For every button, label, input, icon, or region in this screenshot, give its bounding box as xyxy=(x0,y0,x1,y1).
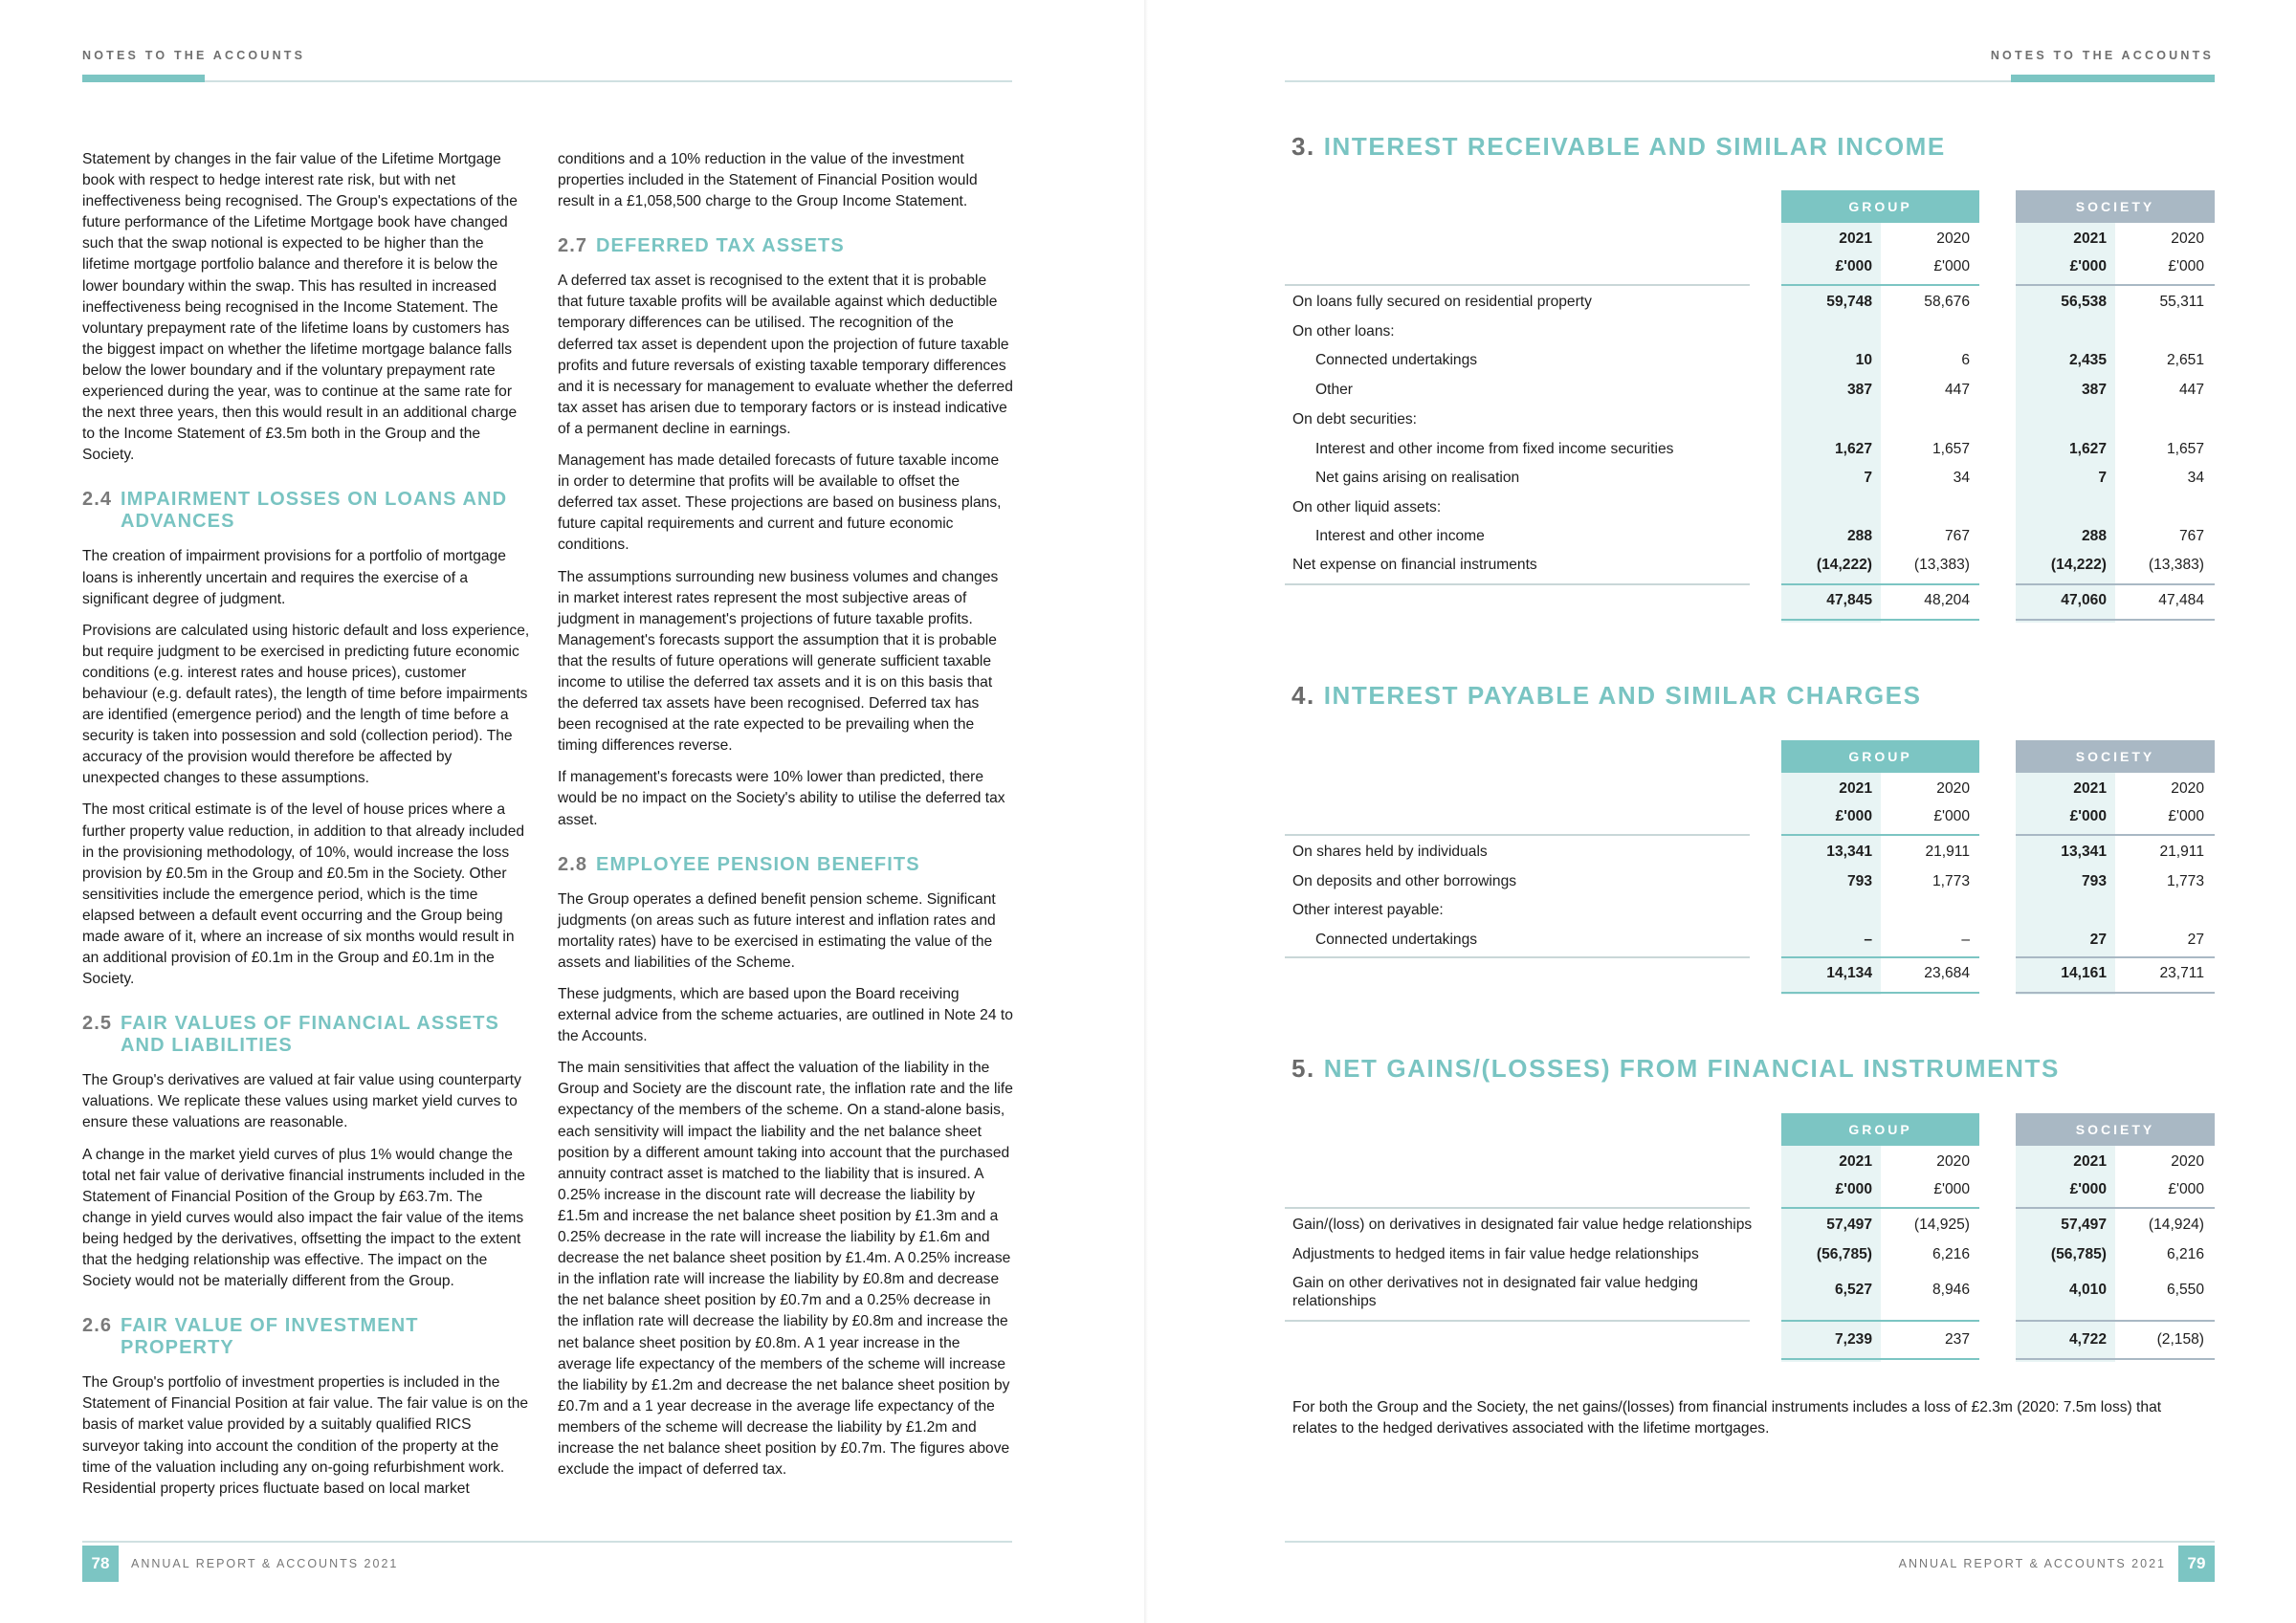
table-rule xyxy=(2016,284,2215,286)
table-row: On other loans: xyxy=(1292,323,1395,340)
footer-title-right: ANNUAL REPORT & ACCOUNTS 2021 xyxy=(1898,1557,2166,1570)
table-row: Net expense on financial instruments (14,222) (13,383) (14,222) (13,383) xyxy=(1292,557,2204,573)
table-row: On debt securities: xyxy=(1292,411,1418,428)
table-row: On deposits and other borrowings 793 1,773 793 1,773 xyxy=(1292,873,2204,889)
society-header: SOCIETY xyxy=(2016,190,2215,223)
group-header: GROUP xyxy=(1781,1113,1979,1146)
society-header: SOCIETY xyxy=(2016,740,2215,773)
paragraph: Provisions are calculated using historic default and loss experience, but require judgment to be exercised in predicting future economic conditions (e.g. interest rates and house prices), customer behaviour (e.g. default rates), the length of time before impairments are identified (emergence period) and the length of time before a security is taken into possession and sold (collection period). The accuracy of the provision would therefore be affected by unexpected changes to these assumptions. xyxy=(82,622,530,787)
section-heading-2-4: 2.4 IMPAIRMENT LOSSES ON LOANS AND ADVANCES xyxy=(82,489,508,533)
section-heading-2-8: 2.8 EMPLOYEE PENSION BENEFITS xyxy=(558,853,920,875)
table-total-row: 47,845 48,204 47,060 47,484 xyxy=(1826,592,2204,608)
table-rule xyxy=(2016,583,2215,585)
table-rule xyxy=(1285,1207,1750,1209)
paragraph: Statement by changes in the fair value of the Lifetime Mortgage book with respect to hedge interest rate risk, but with net ineffectiveness being recognised. The Group's expectations of the future performance of the Lifetime Mortgage book have changed such that the swap notional is expected to be higher than the lifetime mortgage portfolio balance and therefore it is below the lower boundary within the swap. This has resulted in increased ineffectiveness being recognised in the Income Statement. The voluntary prepayment rate of the lifetime loans by customers has the biggest impact on whether the lifetime mortgage balance falls below the lower boundary and if the voluntary prepayment rate experienced during the year, was to continue at the same rate for the next three years, then this would result in an additional charge to the Income Statement of £3.5m both in the Group and the Society. xyxy=(82,151,518,464)
footer-rule-right xyxy=(1285,1541,2215,1543)
group-header: GROUP xyxy=(1781,740,1979,773)
table-row: Other interest payable: xyxy=(1292,902,1444,918)
paragraph: The most critical estimate is of the level of house prices where a further property value reduction, in addition to that already included in the provisioning methodology, of 10%, would increase the loss provision by £0.5m in the Group and £0.5m in the Society. Other sensitivities include the emergence period, which is the time elapsed between a default event occurring and the Group being made aware of it, where an increase of six months would result in an additional provision of £0.1m in the Group and £0.1m in the Society. xyxy=(82,801,525,988)
table-row: Connected undertakings – – 27 27 xyxy=(1315,932,2204,948)
unit-header-row: £'000 £'000 £'000 £'000 xyxy=(1835,258,2204,274)
table-rule xyxy=(1285,956,1750,958)
table-row: On other liquid assets: xyxy=(1292,499,1442,515)
year-header-row: 2021 2020 2021 2020 xyxy=(1839,230,2204,247)
table-total-row: 14,134 23,684 14,161 23,711 xyxy=(1826,965,2204,981)
table-rule xyxy=(2016,1320,2215,1322)
table-rule xyxy=(1781,992,1979,994)
section-heading-2-5: 2.5 FAIR VALUES OF FINANCIAL ASSETS AND LIABILITIES xyxy=(82,1013,499,1057)
unit-header-row: £'000 £'000 £'000 £'000 xyxy=(1835,1181,2204,1197)
table-net-gains xyxy=(1285,1113,2215,1362)
unit-header-row: £'000 £'000 £'000 £'000 xyxy=(1835,808,2204,824)
table-row: On loans fully secured on residential property 59,748 58,676 56,538 55,311 xyxy=(1292,294,2204,310)
table-rule xyxy=(1781,834,1979,836)
page-number: 78 xyxy=(82,1546,119,1582)
table-rule xyxy=(1285,583,1750,585)
table-row: On shares held by individuals 13,341 21,911 13,341 21,911 xyxy=(1292,844,2204,860)
table-row: Interest and other income from fixed income securities 1,627 1,657 1,627 1,657 xyxy=(1315,441,2204,457)
table-row: Net gains arising on realisation 7 34 7 34 xyxy=(1315,470,2204,486)
table-rule xyxy=(2016,1207,2215,1209)
table-interest-receivable xyxy=(1285,190,2215,623)
table-rule xyxy=(1781,1207,1979,1209)
table-rule xyxy=(1285,1320,1750,1322)
table-row: Connected undertakings 10 6 2,435 2,651 xyxy=(1315,352,2204,368)
table-rule xyxy=(2016,834,2215,836)
header-accent-bar xyxy=(82,75,205,82)
paragraph: These judgments, which are based upon the Board receiving external advice from the scheme actuaries, are outlined in Note 24 to the Accounts. xyxy=(558,986,1013,1045)
page-number-right: 79 xyxy=(2178,1546,2215,1582)
paragraph: Management has made detailed forecasts of future taxable income in order to determine that profits will be available to offset the deferred tax asset. These projections are based on business plans, future capital requirements and current and future economic conditions. xyxy=(558,452,1002,554)
paragraph: The main sensitivities that affect the valuation of the liability in the Group and Society are the discount rate, the inflation rate and the life expectancy of the members of the scheme. On a stand-alone basis, each sensitivity will impact the liability and the net balance sheet position by a different amount taking into account that the purchased annuity contract asset is matched to the liability that is insured. A 0.25% increase in the discount rate will decrease the liability by £1.5m and increase the net balance sheet position by £1.3m and a 0.25% decrease in the rate will increase the liability by £1.6m and decrease the net balance sheet position by £1.4m. A 0.25% increase in the inflation rate will increase the liability by £0.8m and decrease the net balance sheet position by £0.7m and a 0.25% decrease in the inflation rate will decrease the liability by £0.8m and increase the net balance sheet position by £0.8m. A 1 year increase in the average life expectancy of the members of the scheme will increase the liability by £1.2m and decrease the net balance sheet position by £0.7m and a 1 year decrease in the average life expectancy of the members of the scheme will decrease the liability by £1.2m and increase the net balance sheet position by £0.7m. The figures above exclude the impact of deferred tax. xyxy=(558,1060,1013,1479)
table-rule xyxy=(2016,992,2215,994)
paragraph: The assumptions surrounding new business volumes and changes in market interest rates represent the most subjective areas of judgment in management's projections of future taxable profits. Management's forecasts support the assumption that it is probable that the results of future operations will generate sufficient taxable income to utilise the deferred tax assets and it is on this basis that the deferred tax assets have been recognised. Deferred tax has been recognised at the rate expected to be prevailing when the timing differences reverse. xyxy=(558,568,999,755)
paragraph: conditions and a 10% reduction in the value of the investment properties included in the Statement of Financial Position would result in a £1,058,500 charge to the Group Income Statement. xyxy=(558,151,978,210)
section5-note: For both the Group and the Society, the net gains/(losses) from financial instruments includes a loss of £2.3m (2020: 7.5m loss) that relates to the hedged derivatives associated with the lifetime mortgages. xyxy=(1292,1399,2162,1437)
table-rule xyxy=(1285,284,1750,286)
text-column-2 xyxy=(558,149,1013,1491)
table-rule xyxy=(2016,619,2215,621)
table-rule xyxy=(2016,1358,2215,1360)
table-row: Other 387 447 387 447 xyxy=(1315,382,2204,398)
paragraph: The Group's portfolio of investment properties is included in the Statement of Financial Position at fair value. The fair value is on the basis of market value provided by a suitably qualified RICS surveyor taking into account the condition of the property at the time of the valuation including any on-going refurbishment work. Residential property prices fluctuate based on local market xyxy=(82,1374,529,1497)
section-heading-2-6: 2.6 FAIR VALUE OF INVESTMENT PROPERTY xyxy=(82,1315,419,1359)
paragraph: If management's forecasts were 10% lower than predicted, there would be no impact on the Society's ability to utilise the deferred tax asset. xyxy=(558,769,1005,828)
table-interest-payable xyxy=(1285,740,2215,995)
header-rule xyxy=(82,80,1012,82)
table-rule xyxy=(2016,956,2215,958)
header-accent-bar-right xyxy=(2011,75,2215,82)
table-rule xyxy=(1781,956,1979,958)
table-rule xyxy=(1781,583,1979,585)
table-rule xyxy=(1781,1320,1979,1322)
paragraph: The creation of impairment provisions for a portfolio of mortgage loans is inherently uncertain and requires the exercise of a significant degree of judgment. xyxy=(82,548,506,607)
section-heading-2-7: 2.7 DEFERRED TAX ASSETS xyxy=(558,235,845,257)
table-row: Gain/(loss) on derivatives in designated fair value hedge relationships 57,497 (14,925) 57,497 (14,924) xyxy=(1292,1217,2204,1233)
text-column-1 xyxy=(82,149,530,1510)
table-rule xyxy=(1285,834,1750,836)
paragraph: A change in the market yield curves of plus 1% would change the total net fair value of derivative financial instruments included in the Statement of Financial Position of the Group by £63.7m. The change in yield curves would also impact the fair value of the items being hedged by the derivatives, offsetting the impact to the extent that the hedging relationship was effective. The impact on the Society would not be materially different from the Group. xyxy=(82,1146,525,1290)
group-header: GROUP xyxy=(1781,190,1979,223)
section-title-5: 5. NET GAINS/(LOSSES) FROM FINANCIAL INSTRUMENTS xyxy=(1292,1054,2060,1083)
society-header: SOCIETY xyxy=(2016,1113,2215,1146)
paragraph: The Group's derivatives are valued at fair value using counterparty valuations. We replicate these values using market yield curves to ensure these valuations are reasonable. xyxy=(82,1072,521,1131)
footer-title: ANNUAL REPORT & ACCOUNTS 2021 xyxy=(131,1557,399,1570)
table-row: Interest and other income 288 767 288 767 xyxy=(1315,528,2204,544)
section-title-4: 4. INTEREST PAYABLE AND SIMILAR CHARGES xyxy=(1292,681,1922,710)
table-row: Adjustments to hedged items in fair value hedge relationships (56,785) 6,216 (56,785) 6,216 xyxy=(1292,1246,2204,1262)
table-rule xyxy=(1781,284,1979,286)
table-rule xyxy=(1781,1358,1979,1360)
paragraph: The Group operates a defined benefit pension scheme. Significant judgments (on areas such as future interest and inflation rates and mortality rates) have to be exercised in estimating the value of the assets and liabilities of the Scheme. xyxy=(558,890,996,971)
footer-rule xyxy=(82,1541,1012,1543)
table-rule xyxy=(1781,619,1979,621)
running-head-right: NOTES TO THE ACCOUNTS xyxy=(1990,49,2214,62)
table-total-row: 7,239 237 4,722 (2,158) xyxy=(1834,1331,2204,1348)
paragraph: A deferred tax asset is recognised to the extent that it is probable that future taxable profits will be available against which deductible temporary differences can be utilised. The recognition of the deferred tax asset is dependent upon the projection of future taxable profits and future reversals of existing taxable temporary differences and it is necessary for management to evaluate whether the deferred tax asset has arisen due to temporary factors or is instead indicative of a permanent decline in earnings. xyxy=(558,273,1013,437)
section-title-3: 3. INTEREST RECEIVABLE AND SIMILAR INCOME xyxy=(1292,132,1946,161)
year-header-row: 2021 2020 2021 2020 xyxy=(1839,1153,2204,1170)
year-header-row: 2021 2020 2021 2020 xyxy=(1839,780,2204,797)
table-row: Gain on other derivatives not in designated fair value hedging relationships 6,527 8,946 4,010 6,550 xyxy=(1292,1275,2204,1309)
running-head: NOTES TO THE ACCOUNTS xyxy=(82,49,306,62)
